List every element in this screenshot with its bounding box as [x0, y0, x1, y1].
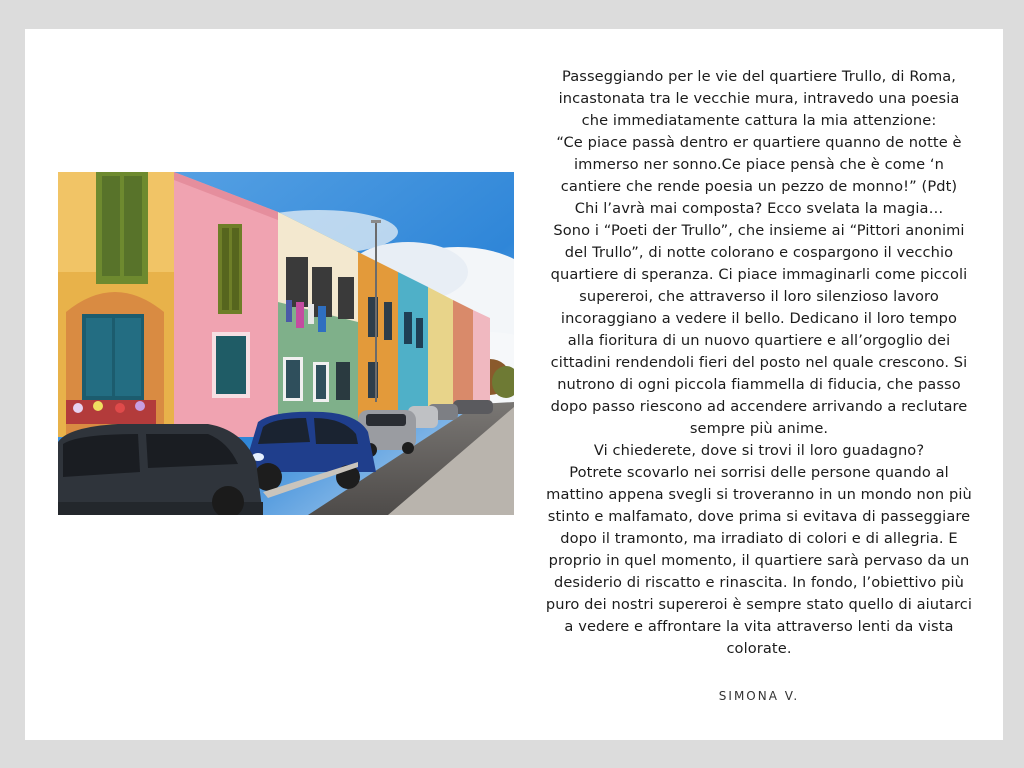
article-text — [530, 66, 988, 660]
author-signature: SIMONA V. — [718, 689, 800, 703]
street-photo — [58, 172, 514, 515]
article-body: Passeggiando per le vie del quartiere Trullo, di Roma, incastonata tra le vecchie mura, intravedo una poesia che immediatamente cattura la mia attenzione: “Ce piace passà dentro er quartiere quanno de notte è immerso ner sonno.Ce piace pensà che è come ‘n cantiere che rende poesia un pezzo de monno!” (Pdt) Chi l’avrà mai composta? Ecco svelata la magia… Sono i “Poeti der Trullo”, che insieme ai “Pittori anonimi del Trullo”, di notte colorano e cospargono il vecchio quartiere di speranza. Ci piace immaginarli come piccoli supereroi, che attraverso il loro silenzioso lavoro incoraggiano a vedere il bello. Dedicano il loro tempo alla fioritura di un nuovo quartiere e all’orgoglio dei cittadini rendendoli fieri del posto nel quale crescono. Si nutrono di ogni piccola fiammella di fiducia, che passo dopo passo riescono ad accendere arrivando a reclutare sempre più anime. Vi chiederete, dove si trovi il loro guadagno? Potrete scovarlo nei sorrisi delle persone quando al mattino appena svegli si troveranno in un mondo non più stinto e malfamato, dove prima si evitava di passeggiare dopo il tramonto, ma irradiato di colori e di allegria. E proprio in quel momento, il quartiere sarà pervaso da un desiderio di riscatto e rinascita. In fondo, l’obiettivo più puro dei nostri supereroi è sempre stato quello di aiutarci a vedere e affrontare la vita attraverso lenti da vista colorate. — [545, 68, 973, 657]
article-card — [25, 29, 1003, 740]
